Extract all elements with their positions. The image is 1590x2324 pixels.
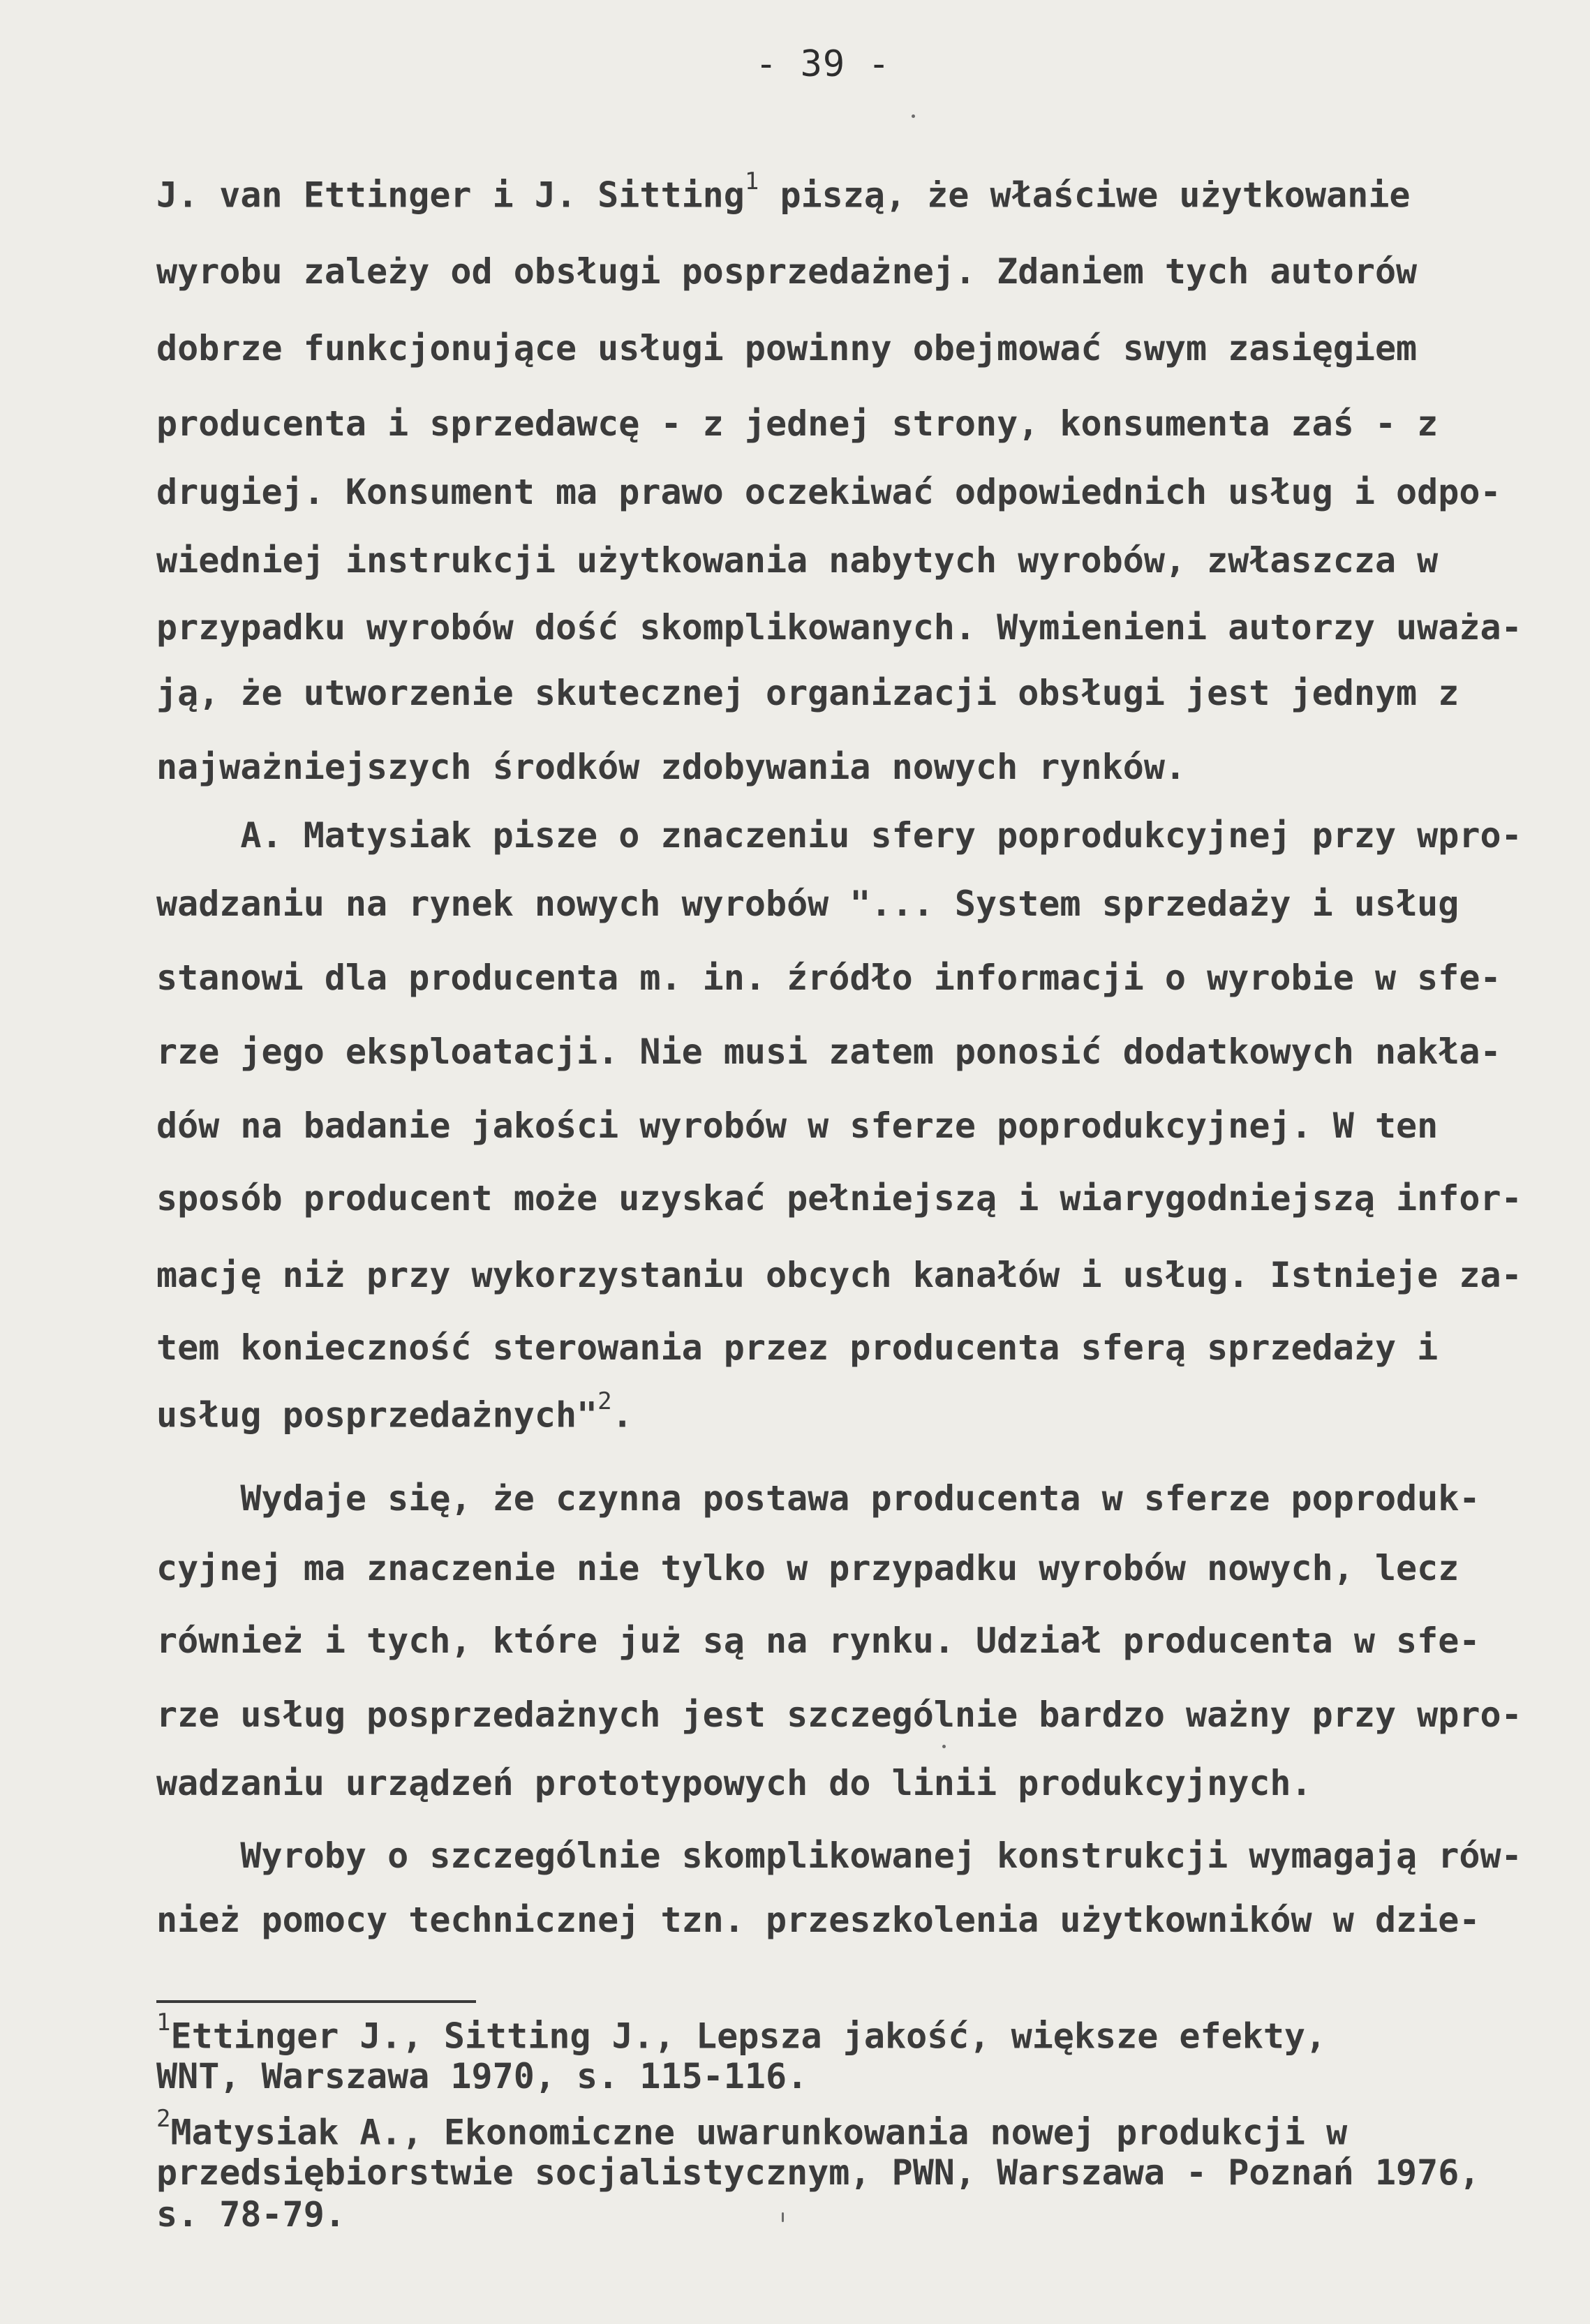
body-line: sposób producent może uzyskać pełniejszą i wiarygodniejszą infor- [156, 1178, 1522, 1219]
page-number: - 39 - [755, 43, 891, 85]
footnote-text: Matysiak A., Ekonomiczne uwarunkowania nowej produkcji w [170, 2112, 1348, 2153]
body-line: również i tych, które już są na rynku. Udział producenta w sfe- [156, 1621, 1480, 1661]
body-line [156, 167, 1411, 216]
body-line: rze jego eksploatacji. Nie musi zatem ponosić dodatkowych nakła- [156, 1031, 1501, 1072]
body-line: cyjnej ma znaczenie nie tylko w przypadku wyrobów nowych, lecz [156, 1548, 1459, 1588]
scan-speck [942, 1745, 946, 1748]
footnote-separator [156, 2000, 476, 2003]
body-line: nież pomocy technicznej tzn. przeszkolenia użytkowników w dzie- [156, 1900, 1480, 1940]
footnote-line [156, 2009, 1327, 2057]
body-line: dobrze funkcjonujące usługi powinny obejmować swym zasięgiem [156, 328, 1418, 368]
body-line: A. Matysiak pisze o znaczeniu sfery poprodukcyjnej przy wpro- [156, 815, 1522, 856]
body-line: mację niż przy wykorzystaniu obcych kanałów i usług. Istnieje za- [156, 1255, 1522, 1295]
body-line: wyrobu zależy od obsługi posprzedażnej. Zdaniem tych autorów [156, 251, 1418, 292]
footnote-mark: 1 [744, 167, 759, 195]
body-line-text: . [611, 1394, 633, 1436]
body-line: producenta i sprzedawcę - z jednej strony, konsumenta zaś - z [156, 403, 1439, 444]
body-line: dów na badanie jakości wyrobów w sferze poprodukcyjnej. W ten [156, 1105, 1439, 1146]
footnote-mark: 2 [156, 2105, 171, 2133]
body-line: drugiej. Konsument ma prawo oczekiwać odpowiednich usług i odpo- [156, 472, 1501, 512]
footnote-mark: 1 [156, 2009, 171, 2036]
scan-speck [912, 114, 915, 118]
footnote-line [156, 2105, 1348, 2153]
footnote-line: przedsiębiorstwie socjalistycznym, PWN, Warszawa - Poznań 1976, [156, 2152, 1480, 2193]
body-line-text: usług posprzedażnych" [156, 1394, 598, 1436]
body-line [156, 1387, 633, 1436]
body-line: Wyroby o szczególnie skomplikowanej konstrukcji wymagają rów- [156, 1835, 1522, 1876]
body-line: wadzaniu na rynek nowych wyrobów "... System sprzedaży i usług [156, 884, 1459, 924]
body-line: ją, że utworzenie skutecznej organizacji obsługi jest jednym z [156, 673, 1459, 713]
body-line: tem konieczność sterowania przez producenta sferą sprzedaży i [156, 1327, 1439, 1368]
footnote-line: WNT, Warszawa 1970, s. 115-116. [156, 2056, 808, 2096]
body-line: wiedniej instrukcji użytkowania nabytych wyrobów, zwłaszcza w [156, 540, 1439, 581]
footnote-text: Ettinger J., Sitting J., Lepsza jakość, większe efekty, [170, 2016, 1327, 2057]
body-line: stanowi dla producenta m. in. źródło informacji o wyrobie w sfe- [156, 958, 1501, 998]
body-line: Wydaje się, że czynna postawa producenta w sferze poproduk- [156, 1478, 1480, 1519]
body-line: wadzaniu urządzeń prototypowych do linii produkcyjnych. [156, 1763, 1312, 1803]
body-line-text: J. van Ettinger i J. Sitting [156, 174, 745, 216]
scan-speck [782, 2212, 784, 2222]
body-line-text: piszą, że właściwe użytkowanie [759, 174, 1411, 216]
footnote-mark: 2 [597, 1387, 612, 1415]
body-line: rze usług posprzedażnych jest szczególnie bardzo ważny przy wpro- [156, 1694, 1522, 1735]
footnote-line: s. 78-79. [156, 2194, 346, 2235]
body-line: przypadku wyrobów dość skomplikowanych. Wymienieni autorzy uważa- [156, 607, 1522, 648]
body-line: najważniejszych środków zdobywania nowych rynków. [156, 747, 1187, 787]
